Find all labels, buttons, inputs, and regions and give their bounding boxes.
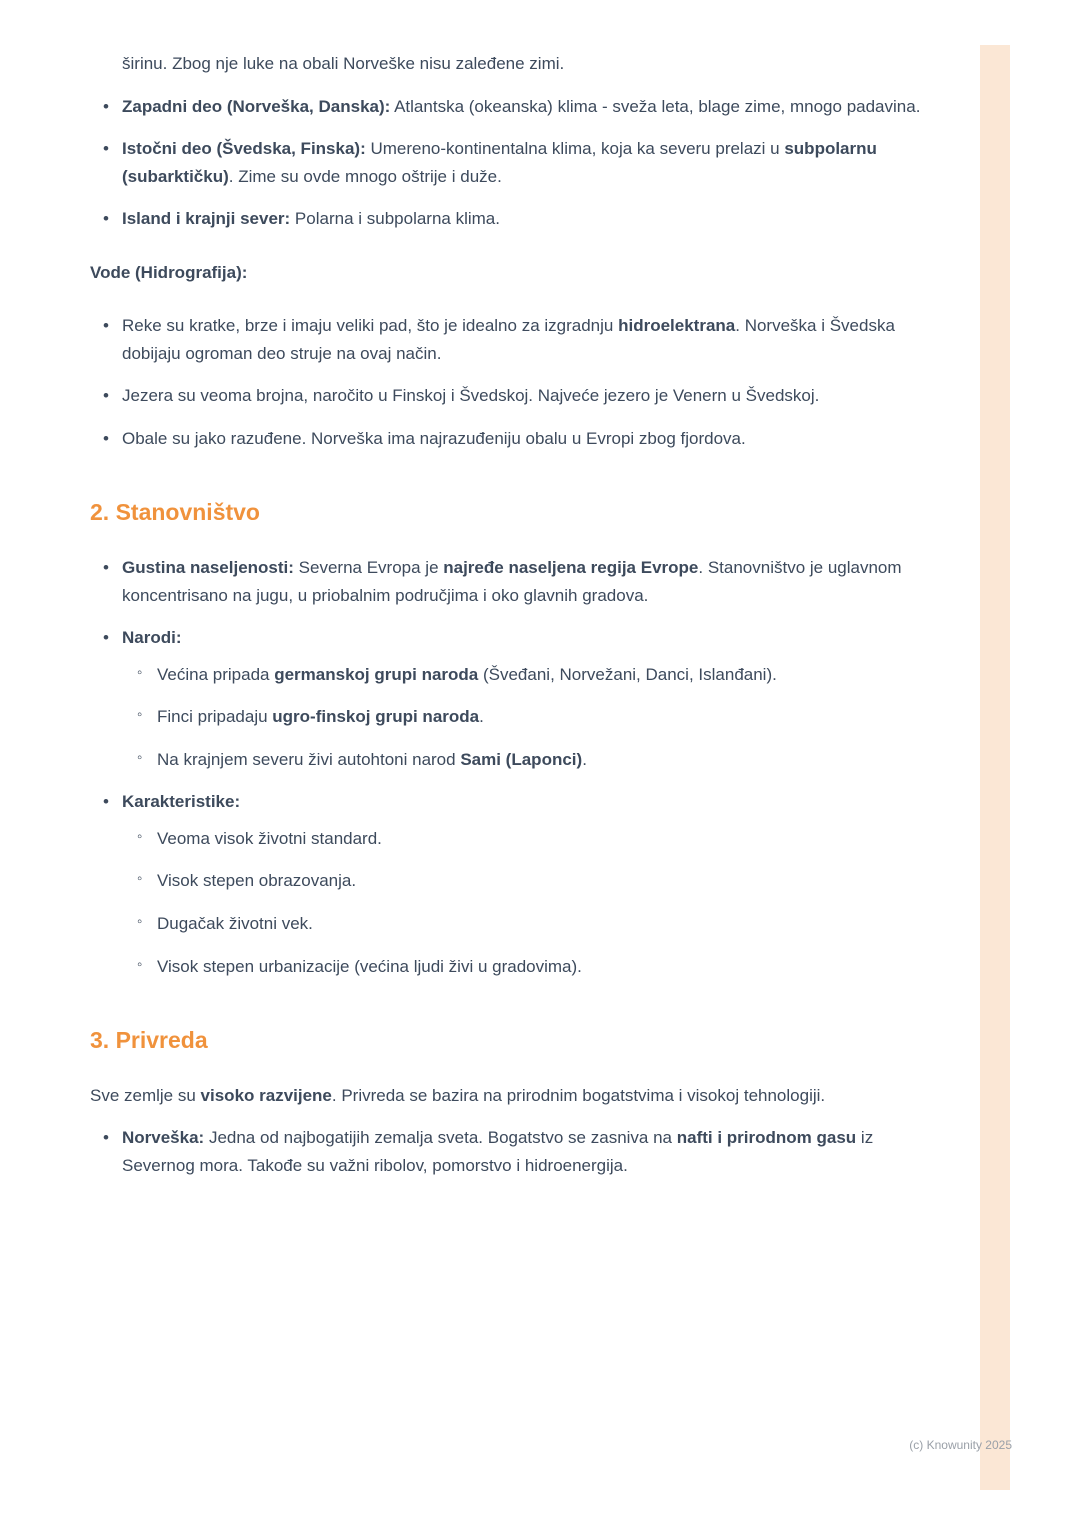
text-run [90,1086,825,1105]
bullet-marker: • [103,1128,109,1148]
body-text: Jedna od najbogatijih zemalja sveta. Bogatstvo se zasniva na [204,1128,677,1148]
section-heading [90,1026,938,1056]
text-run [122,1128,873,1175]
watermark: (c) Knowunity 2025 [909,1438,1012,1452]
subbullet-marker: ◦ [137,955,143,973]
bold-text: Norveška: [122,1128,205,1148]
sub-heading [90,259,938,287]
body-text: Visok stepen obrazovanja. [157,871,357,891]
bullet-item [90,135,938,190]
sub-bullet-item [90,953,938,981]
bullet-marker: • [103,792,109,812]
body-text: . Norveška i Švedska dobijaju ogroman deo struje na ovaj način. [122,316,895,363]
body-text: . Zime su ovde mnogo oštrije i duže. [228,166,502,186]
text-run [122,429,746,448]
bullet-marker: • [103,386,109,406]
sub-bullet-item [90,703,938,731]
sub-bullet-item [90,910,938,938]
body-text: Reke su kratke, brze i imaju veliki pad, što je idealno za izgradnju [122,316,619,336]
bullet-item [90,788,938,816]
sub-bullet-item [90,746,938,774]
bold-text: Gustina naseljenosti: [122,558,294,578]
body-text: Severna Evropa je [293,558,444,578]
body-text: Većina pripada [157,664,275,684]
subbullet-marker: ◦ [137,706,143,724]
bold-text: hidroelektrana [618,316,736,336]
sub-bullet-item [90,867,938,895]
text-run [122,316,895,363]
body-text: Visok stepen urbanizacije (većina ljudi živi u gradovima). [157,956,582,976]
body-text: širinu. Zbog nje luke na obali Norveške nisu zaleđene zimi. [122,54,565,73]
body-text: Dugačak životni vek. [157,913,313,933]
bullet-marker: • [103,428,109,448]
text-run [122,209,500,228]
text-run [122,628,182,647]
text-run [157,750,587,769]
sub-bullet-item [90,825,938,853]
text-run [90,1027,208,1053]
bold-text: Narodi: [122,628,182,648]
text-run [90,499,260,525]
body-text: (Šveđani, Norvežani, Danci, Islanđani). [478,664,777,684]
text-run [122,386,819,405]
body-text: Na krajnjem severu živi autohtoni narod [157,749,461,769]
body-text: . Privreda se bazira na prirodnim bogatstvima i visokoj tehnologiji. [331,1085,826,1105]
bullet-marker: • [103,139,109,159]
body-text: Atlantska (okeanska) klima - sveža leta, blage zime, mnogo padavina. [390,96,921,116]
bullet-item [90,624,938,652]
body-text: . [479,707,484,727]
text-run [122,54,564,73]
bullet-item [90,554,938,609]
bold-text: Island i krajnji sever: [122,209,291,229]
text-run [157,957,582,976]
bold-text: nafti i prirodnom gasu [676,1128,857,1148]
bullet-item [90,93,938,121]
bullet-item [90,382,938,410]
bullet-marker: • [103,628,109,648]
bullet-item [90,1124,938,1179]
text-run [122,792,240,811]
text-run [157,665,777,684]
bullet-marker: • [103,558,109,578]
bullet-marker: • [103,96,109,116]
bold-text: 2. Stanovništvo [90,499,260,526]
body-text: iz Severnog mora. Takođe su važni ribolov, pomorstvo i hidroenergija. [122,1128,874,1175]
text-run [157,707,484,726]
body-text: Finci pripadaju [157,707,273,727]
bold-text: ugro-finskoj grupi naroda [272,707,480,727]
subbullet-marker: ◦ [137,748,143,766]
text-run [122,97,920,116]
sub-bullet-item [90,661,938,689]
text-run [157,871,356,890]
bold-text: Vode (Hidrografija): [90,262,248,282]
body-text: Polarna i subpolarna klima. [290,209,500,229]
bullet-item [90,205,938,233]
bold-text: Karakteristike: [122,792,241,812]
subbullet-marker: ◦ [137,912,143,930]
text-run [90,263,247,282]
body-text: Umereno-kontinentalna klima, koja ka severu prelazi u [365,139,785,159]
bold-text: Sami (Laponci) [460,749,583,769]
subbullet-marker: ◦ [137,870,143,888]
body-text: . [582,749,587,769]
section-heading [90,498,938,528]
bold-text: najređe naseljena regija Evrope [443,558,699,578]
body-text: Sve zemlje su [90,1085,201,1105]
body-text: Obale su jako razuđene. Norveška ima najrazuđeniju obalu u Evropi zbog fjordova. [122,428,746,448]
body-text: Veoma visok životni standard. [157,828,382,848]
body-text: Jezera su veoma brojna, naročito u Finskoj i Švedskoj. Najveće jezero je Venern u Švedskoj. [122,386,820,406]
text-run [157,914,313,933]
bold-text: Istočni deo (Švedska, Finska): [122,139,366,159]
bold-text: subpolarnu (subarktičku) [122,139,877,186]
paragraph [90,1082,938,1110]
bold-text: Zapadni deo (Norveška, Danska): [122,96,391,116]
bullet-marker: • [103,209,109,229]
text-run [157,829,382,848]
bullet-item [90,425,938,453]
bold-text: germanskoj grupi naroda [274,664,479,684]
bold-text: visoko razvijene [200,1085,332,1105]
body-text: . Stanovništvo je uglavnom koncentrisano na jugu, u priobalnim područjima i oko glavnih gradova. [122,558,902,605]
subbullet-marker: ◦ [137,663,143,681]
bullet-item [90,312,938,367]
text-run [122,139,877,186]
subbullet-marker: ◦ [137,827,143,845]
paragraph-continuation [90,50,938,78]
bullet-marker: • [103,316,109,336]
text-run [122,558,902,605]
bold-text: 3. Privreda [90,1027,208,1054]
